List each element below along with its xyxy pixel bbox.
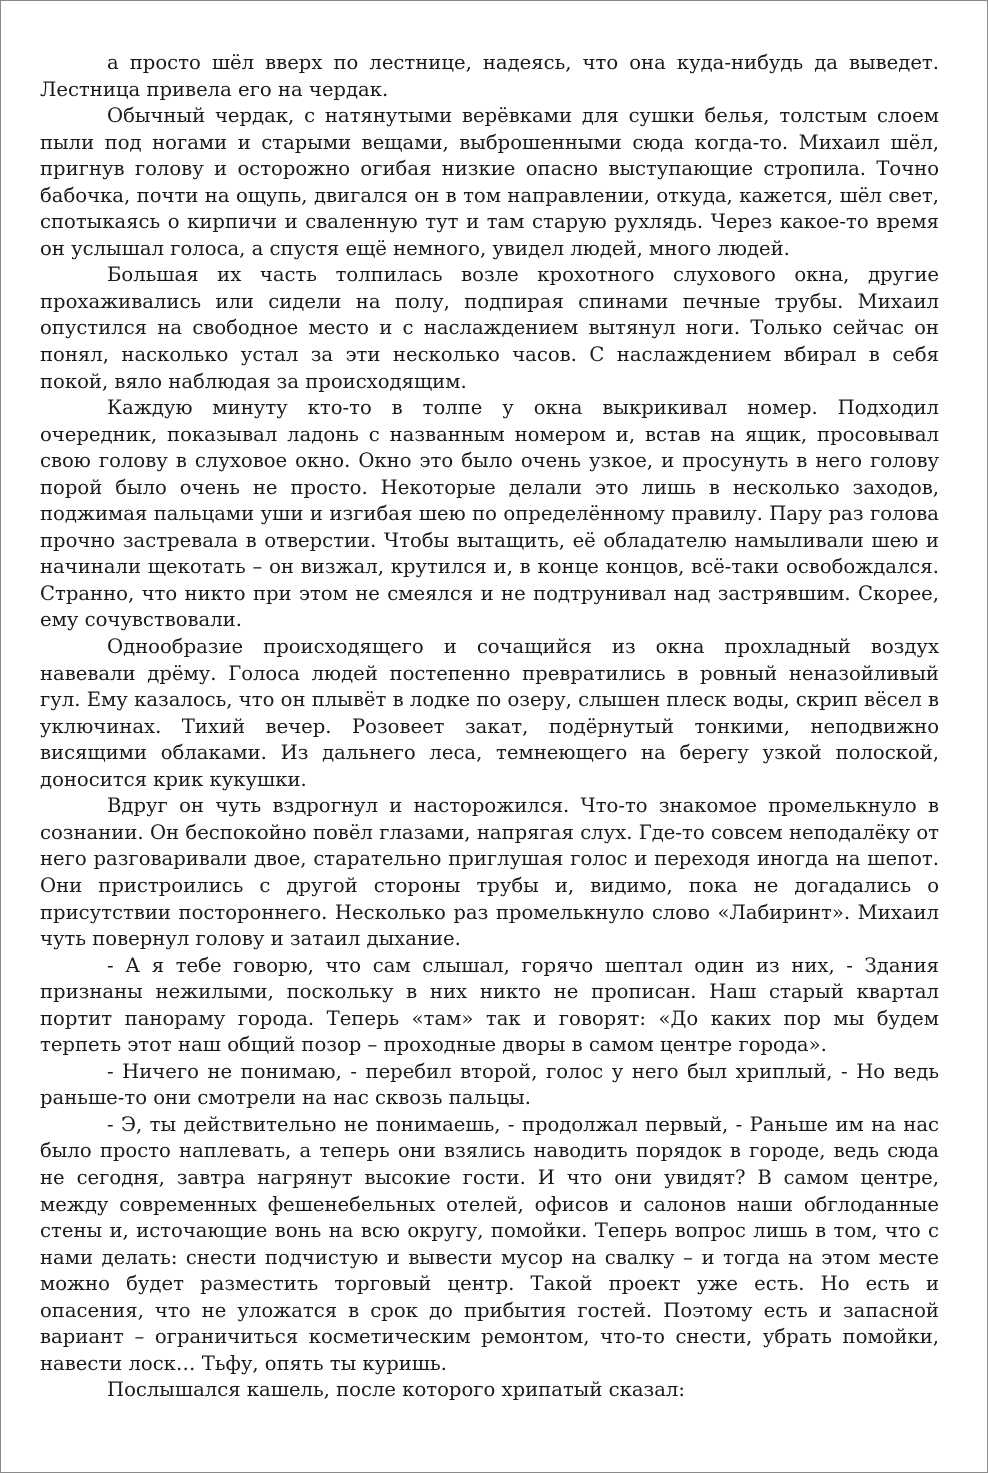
paragraph-9: - Э, ты действительно не понимаешь, - продолжал первый, - Раньше им на нас было просто наплевать, а теперь они взялись наводить порядок в городе, ведь сюда не сегодня, завтра нагрянут высокие гости. И что они увидят? В самом центре, между современных фешенебельных отелей, офисов и салонов наши обглоданные стены и, источающие вонь на всю округу, помойки. Теперь вопрос лишь в том, что с нами делать: снести подчистую и вывести мусор на свалку – и тогда на этом месте можно будет разместить торговый центр. Такой проект уже есть. Но есть и опасения, что не уложатся в срок до прибытия гостей. Поэтому есть и запасной вариант – ограничиться косметическим ремонтом, что-то снести, убрать помойки, навести лоск… Тьфу, опять ты куришь. [40, 1112, 939, 1375]
paragraph-1: а просто шёл вверх по лестнице, надеясь, что она куда-нибудь да выведет. Лестница привела его на чердак. [40, 51, 939, 101]
paragraph-8: - Ничего не понимаю, - перебил второй, голос у него был хриплый, - Но ведь раньше-то они смотрели на нас сквозь пальцы. [40, 1059, 939, 1110]
paragraph-4: Каждую минуту кто-то в толпе у окна выкрикивал номер. Подходил очередник, показывал ладонь с названным номером и, встав на ящик, просовывал свою голову в слуховое окно. Окно это было очень узкое, и просунуть в него голову порой было очень не просто. Некоторые делали это лишь в несколько заходов, поджимая пальцами уши и изгибая шею по определённому правилу. Пару раз голова прочно застревала в отверстии. Чтобы вытащить, её обладателю намыливали шею и начинали щекотать – он визжал, крутился и, в конце концов, всё-таки освобождался. Странно, что никто при этом не смеялся и не подтрунивал над застрявшим. Скорее, ему сочувствовали. [40, 396, 939, 632]
paragraph-3: Большая их часть толпилась возле крохотного слухового окна, другие прохаживались или сидели на полу, подпирая спинами печные трубы. Михаил опустился на свободное место и с наслаждением вытянул ноги. Только сейчас он понял, насколько устал за эти несколько часов. С наслаждением вбирал в себя покой, вяло наблюдая за происходящим. [40, 263, 939, 393]
paragraph-10: Послышался кашель, после которого хрипатый сказал: [107, 1378, 685, 1402]
paragraph-7: - А я тебе говорю, что сам слышал, горячо шептал один из них, - Здания признаны нежилыми, поскольку в них никто не прописан. Наш старый квартал портит панораму города. Теперь «там» так и говорят: «До каких пор мы будем терпеть этот наш общий позор – проходные дворы в самом центре города». [40, 953, 939, 1057]
paragraph-2: Обычный чердак, с натянутыми верёвками для сушки белья, толстым слоем пыли под ногами и старыми вещами, выброшенными сюда когда-то. Михаил шёл, пригнув голову и осторожно огибая низкие опасно выступающие стропила. Точно бабочка, почти на ощупь, двигался он в том направлении, откуда, кажется, шёл свет, спотыкаясь о кирпичи и сваленную тут и там старую рухлядь. Через какое-то время он услышал голоса, а спустя ещё немного, увидел людей, много людей. [40, 104, 939, 260]
page-text [40, 50, 939, 1404]
paragraph-6: Вдруг он чуть вздрогнул и насторожился. Что-то знакомое промелькнуло в сознании. Он беспокойно повёл глазами, напрягая слух. Где-то совсем неподалёку от него разговаривали двое, старательно приглушая голос и переходя иногда на шепот. Они пристроились с другой стороны трубы и, видимо, пока не догадались о присутствии постороннего. Несколько раз промелькнуло слово «Лабиринт». Михаил чуть повернул голову и затаил дыхание. [40, 794, 939, 951]
paragraph-5: Однообразие происходящего и сочащийся из окна прохладный воздух навевали дрёму. Голоса людей постепенно превратились в ровный неназойливый гул. Ему казалось, что он плывёт в лодке по озеру, слышен плеск воды, скрип вёсел в уключинах. Тихий вечер. Розовеет закат, подёрнутый тонкими, неподвижно висящими облаками. Из дальнего леса, темнеющего на берегу узкой полоской, доносится крик кукушки. [40, 635, 939, 791]
